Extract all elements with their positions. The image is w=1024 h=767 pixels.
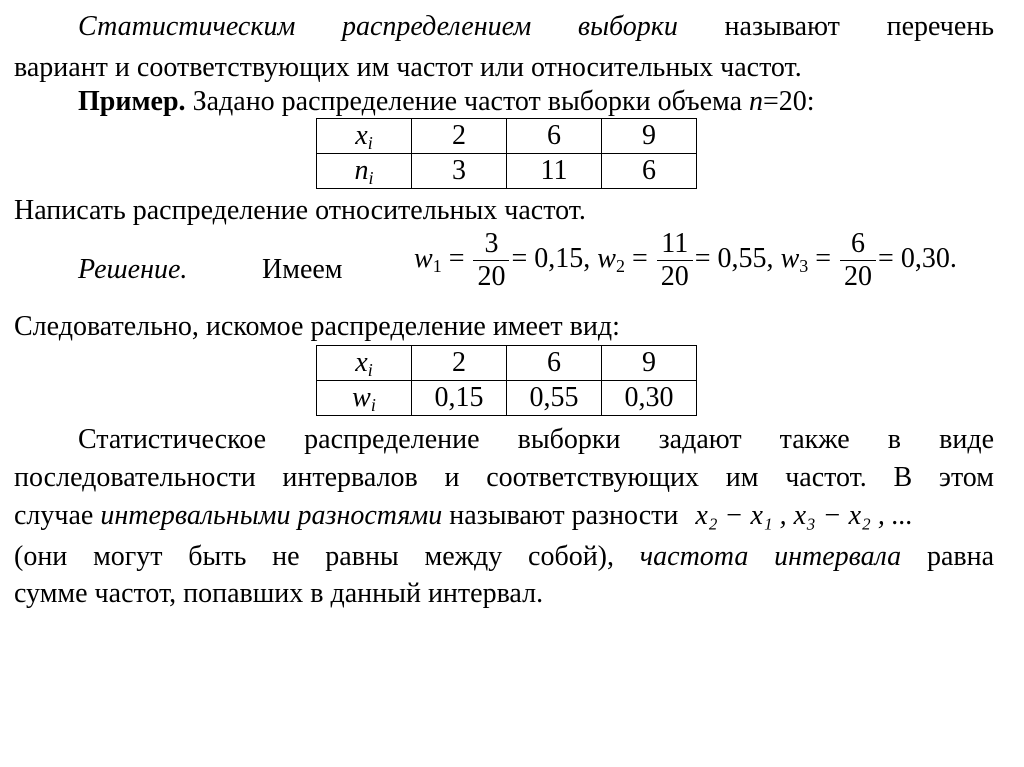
table-row	[317, 119, 697, 154]
conclusion-line: Следовательно, искомое распределение имеет вид:	[14, 311, 620, 342]
term-interval-differences: интервальными разностями	[100, 500, 443, 531]
w2-symbol: w	[597, 242, 616, 274]
frequency-table	[316, 118, 697, 189]
fraction-w1: $\frac{3}{20}$	[473, 228, 509, 293]
table-row	[317, 154, 697, 189]
term-statistical-distribution: Статистическим распределением выборки	[78, 11, 678, 42]
paragraph-1-line-1	[78, 11, 994, 43]
table-cell: 6	[507, 346, 602, 381]
table-header-cell: $n_i$	[317, 154, 412, 189]
table-cell: 6	[507, 119, 602, 154]
table-cell: 2	[412, 119, 507, 154]
table-cell: 9	[602, 346, 697, 381]
interval-differences-formula: x₂ − x₁ , x₃ − x₂ , ...	[695, 500, 913, 531]
table-header-cell: $x_i$	[317, 119, 412, 154]
table-cell: 3	[412, 154, 507, 189]
example-text-after: =20:	[763, 86, 815, 117]
table-cell: 0,55	[507, 381, 602, 416]
paragraph-1-line-2: вариант и соответствующих им частот или относительных частот.	[14, 52, 802, 83]
table-cell: 0,30	[602, 381, 697, 416]
example-label: Пример.	[78, 86, 186, 117]
table-cell: 2	[412, 346, 507, 381]
paragraph-2-line-2: последовательности интервалов и соответствующих им частот. В этом	[14, 462, 994, 493]
paragraph-2-line-3: случае интервальными разностями называют разности x₂ − x₁ , x₃ − x₂ , ...	[14, 500, 913, 531]
example-text: Задано распределение частот выборки объема	[192, 86, 742, 117]
w3-symbol: w	[780, 242, 800, 274]
w1-value: = 0,15,	[511, 242, 591, 274]
paragraph-2-line-5: сумме частот, попавших в данный интервал.	[14, 578, 544, 609]
w3-value: = 0,30	[878, 242, 950, 274]
example-line	[78, 86, 815, 118]
solution-label: Решение.	[78, 254, 188, 285]
paragraph-2-line-1: Статистическое распределение выборки задают также в виде	[78, 424, 994, 455]
table-cell: 11	[507, 154, 602, 189]
table-cell: 9	[602, 119, 697, 154]
solution-formula: $w_1$ = $\frac{3}{20}$ = 0,15, $w_2$ = $\frac{11}{20}$ = 0,55, $w_3$ = $\frac{6}{20}$ = 0,30.	[414, 228, 957, 292]
paragraph-1-rest: называют перечень	[724, 11, 994, 42]
example-var: n	[749, 86, 763, 117]
fraction-w2: $\frac{11}{20}$	[657, 228, 693, 293]
solution-have: Имеем	[262, 254, 343, 285]
task-line: Написать распределение относительных частот.	[14, 195, 586, 226]
fraction-w3: $\frac{6}{20}$	[840, 228, 876, 293]
w1-symbol: w	[414, 242, 433, 274]
relative-frequency-table	[316, 345, 697, 416]
table-cell: 0,15	[412, 381, 507, 416]
table-row	[317, 381, 697, 416]
table-row	[317, 346, 697, 381]
table-cell: 6	[602, 154, 697, 189]
table-header-cell: $w_i$	[317, 381, 412, 416]
term-interval-frequency: частота интервала	[639, 541, 902, 572]
table-header-cell: $x_i$	[317, 346, 412, 381]
paragraph-2-line-4: (они могут быть не равны между собой), частота интервала равна	[14, 541, 995, 572]
w2-value: = 0,55,	[694, 242, 774, 274]
